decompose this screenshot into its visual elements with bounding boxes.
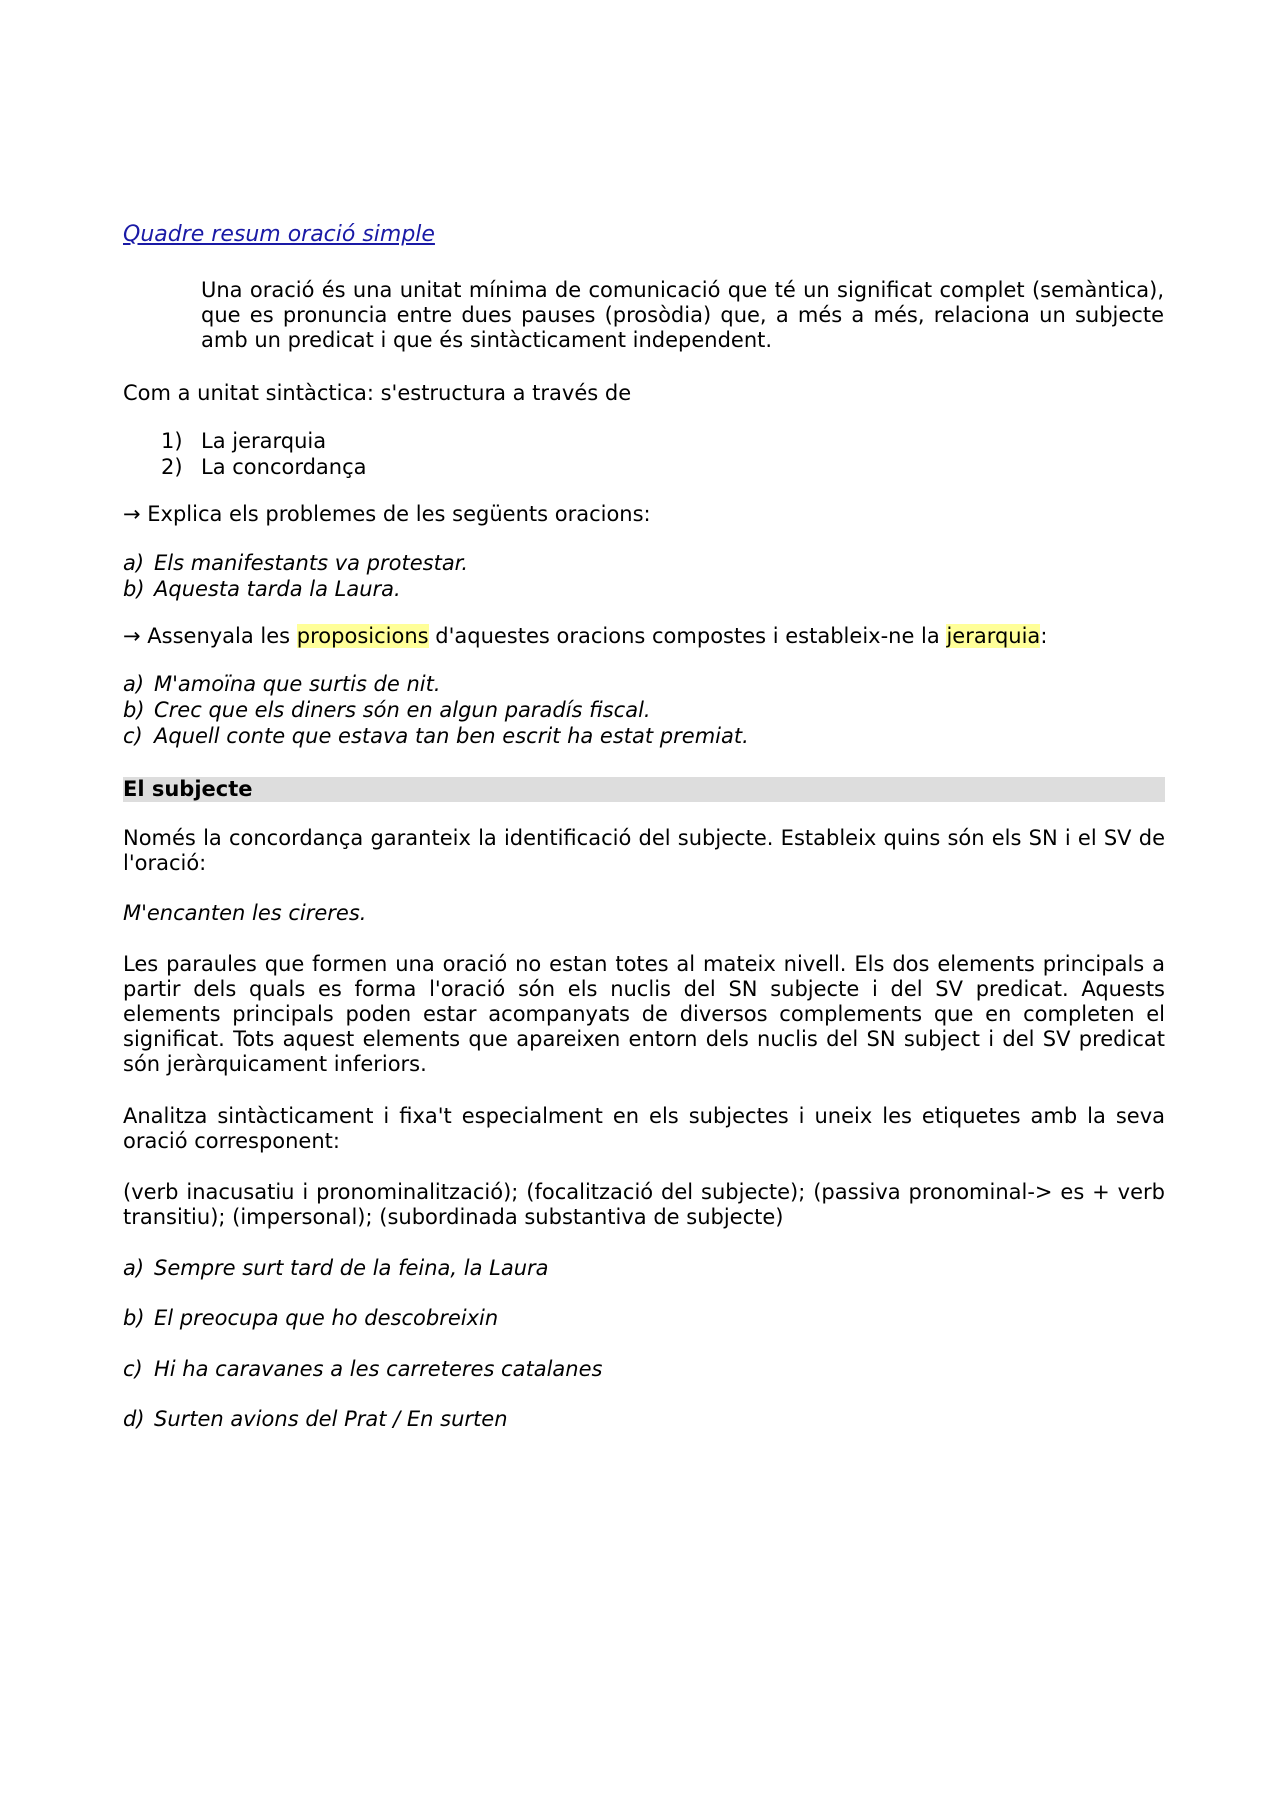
- item-label: b): [123, 698, 145, 722]
- highlight-proposicions: proposicions: [296, 624, 429, 648]
- exercise1-prompt: → Explica els problemes de les següents oracions:: [123, 502, 651, 526]
- analysis-item: [123, 1255, 549, 1281]
- section-heading-subjecte: El subjecte: [123, 777, 1165, 802]
- definition-paragraph: Una oració és una unitat mínima de comunicació que té un significat complet (semàntica), que es pronuncia entre dues pauses (prosòdia) que, a més a més, relaciona un subjecte amb un predicat i que és sintàcticament independent.: [201, 278, 1164, 352]
- item-label: b): [123, 577, 145, 601]
- analysis-item: [123, 1356, 602, 1382]
- syntax-intro: Com a unitat sintàctica: s'estructura a través de: [123, 381, 632, 405]
- item-text: Sempre surt tard de la feina, la Laura: [154, 1256, 549, 1280]
- exercise2-item: [123, 671, 441, 697]
- exercise1-item: [123, 576, 401, 602]
- item-text: Aquell conte que estava tan ben escrit ha estat premiat.: [154, 724, 749, 748]
- subject-intro: Només la concordança garanteix la identificació del subjecte. Estableix quins són els SN i el SV de l'oració:: [123, 826, 1165, 875]
- item-text: El preocupa que ho descobreixin: [154, 1306, 499, 1330]
- labels-line: (verb inacusatiu i pronominalització); (focalització del subjecte); (passiva pronominal-> es + verb transitiu); (impersonal); (subordinada substantiva de subjecte): [123, 1180, 1165, 1229]
- list-text: La concordança: [201, 455, 367, 479]
- exercise2-prompt: [123, 624, 1165, 649]
- item-label: c): [123, 1357, 143, 1381]
- exercise2-item: [123, 697, 651, 723]
- item-text: Crec que els diners són en algun paradís fiscal.: [154, 698, 651, 722]
- prompt-mid: d'aquestes oracions compostes i estableix-ne la: [428, 624, 947, 648]
- analysis-item: [123, 1305, 498, 1331]
- list-text: La jerarquia: [201, 429, 327, 453]
- syntax-list-item: [161, 454, 1061, 480]
- highlight-jerarquia: jerarquia: [946, 624, 1041, 648]
- item-label: d): [123, 1407, 145, 1431]
- analysis-item: [123, 1406, 508, 1432]
- item-label: a): [123, 672, 145, 696]
- prompt-end: :: [1040, 624, 1048, 648]
- item-label: a): [123, 1256, 145, 1280]
- item-text: Aquesta tarda la Laura.: [154, 577, 401, 601]
- item-text: Els manifestants va protestar.: [154, 551, 469, 575]
- page-title[interactable]: Quadre resum oració simple: [123, 222, 435, 247]
- item-label: c): [123, 724, 143, 748]
- item-text: M'amoïna que surtis de nit.: [154, 672, 441, 696]
- item-text: Hi ha caravanes a les carreteres catalanes: [154, 1357, 603, 1381]
- item-text: Surten avions del Prat / En surten: [154, 1407, 508, 1431]
- subject-example: M'encanten les cireres.: [123, 901, 367, 925]
- exercise2-item: [123, 723, 749, 749]
- exercise1-item: [123, 550, 468, 576]
- list-number: 1): [161, 429, 183, 453]
- prompt-start: → Assenyala les: [123, 624, 297, 648]
- hierarchy-paragraph: Les paraules que formen una oració no estan totes al mateix nivell. Els dos elements principals a partir dels quals es forma l'oració són els nuclis del SN subjecte i del SV predicat. Aquests elements principals poden estar acompanyats de diversos complements que en completen el significat. Tots aquest elements que apareixen entorn dels nuclis del SN subject i del SV predicat són jeràrquicament inferiors.: [123, 952, 1165, 1076]
- syntax-list-item: [161, 428, 1061, 454]
- analysis-prompt: Analitza sintàcticament i fixa't especialment en els subjectes i uneix les etiquetes amb la seva oració corresponent:: [123, 1104, 1165, 1153]
- item-label: a): [123, 551, 145, 575]
- item-label: b): [123, 1306, 145, 1330]
- list-number: 2): [161, 455, 183, 479]
